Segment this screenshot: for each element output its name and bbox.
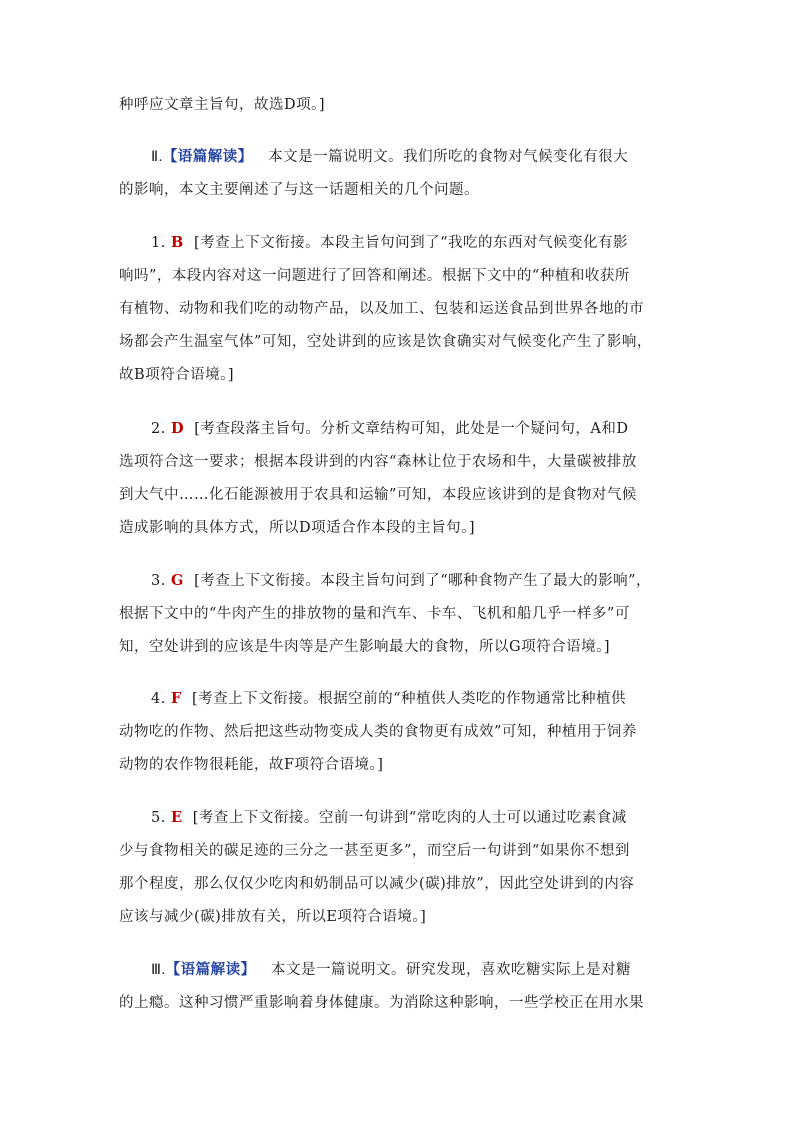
text-line: 动物吃的作物、然后把这些动物变成人类的食物更有成效”可知，种植用于饲养 bbox=[119, 724, 637, 740]
text-line: 造成影响的具体方式，所以D项适合作本段的主旨句。] bbox=[119, 520, 476, 536]
answer-letter: E bbox=[170, 809, 183, 826]
text-line: 场都会产生温室气体”可知，空处讲到的应该是饮食确实对气候变化产生了影响， bbox=[119, 334, 652, 350]
text-line: 到大气中……化石能源被用于农具和运输”可知，本段应该讲到的是食物对气候 bbox=[119, 487, 637, 503]
answer-item-1 bbox=[119, 226, 679, 392]
text-line: [考查上下文衔接。根据空前的“种植供人类吃的作物通常比种植供 bbox=[191, 691, 627, 707]
section-numeral: Ⅲ. bbox=[151, 962, 166, 978]
text-line: 故B项符合语境。] bbox=[119, 367, 235, 383]
text-line: [考查段落主旨句。分析文章结构可知，此处是一个疑问句，A和D bbox=[194, 421, 629, 437]
item-number: 2. bbox=[151, 421, 166, 437]
text-line: [考查上下文衔接。本段主旨句问到了“我吃的东西对气候变化有影 bbox=[193, 235, 629, 251]
text-line: [考查上下文衔接。空前一句讲到“常吃肉的人士可以通过吃素食减 bbox=[192, 810, 627, 826]
answer-letter: B bbox=[170, 234, 184, 251]
answer-letter: G bbox=[170, 572, 184, 589]
paragraph-continuation bbox=[119, 89, 679, 122]
text-line: 知，空处讲到的应该是牛肉等是产生影响最大的食物，所以G项符合语境。] bbox=[119, 639, 610, 655]
item-number: 5. bbox=[151, 810, 166, 826]
text-line: 的上瘾。这种习惯严重影响着身体健康。为消除这种影响，一些学校正在用水果 bbox=[119, 995, 644, 1011]
text-line: 那个程度，那么仅仅少吃肉和奶制品可以减少(碳)排放”，因此空处讲到的内容 bbox=[119, 876, 635, 892]
item-number: 3. bbox=[151, 573, 166, 589]
reading-guide-tag: 【语篇解读】 bbox=[162, 148, 253, 165]
section-2-reading-guide bbox=[119, 140, 679, 207]
answer-item-5 bbox=[119, 801, 679, 934]
text-line: 选项符合这一要求；根据本段讲到的内容“森林让位于农场和牛，大量碳被排放 bbox=[119, 454, 637, 470]
text-line: 有植物、动物和我们吃的动物产品，以及加工、包装和运送食品到世界各地的市 bbox=[119, 301, 644, 317]
text-line: 本文是一篇说明文。研究发现，喜欢吃糖实际上是对糖 bbox=[270, 962, 631, 978]
text-line: [考查上下文衔接。本段主旨句问到了“哪种食物产生了最大的影响”， bbox=[194, 573, 652, 589]
item-number: 1. bbox=[151, 235, 166, 251]
section-3-reading-guide bbox=[119, 953, 679, 1020]
text-line: 本文是一篇说明文。我们所吃的食物对气候变化有很大 bbox=[268, 149, 629, 165]
section-numeral: Ⅱ. bbox=[151, 149, 163, 165]
text-line: 动物的农作物很耗能，故F项符合语境。] bbox=[119, 757, 384, 773]
answer-item-4 bbox=[119, 682, 679, 782]
text-line: 根据下文中的“牛肉产生的排放物的量和汽车、卡车、飞机和船几乎一样多”可 bbox=[119, 606, 630, 622]
answer-item-3 bbox=[119, 564, 679, 664]
text-line: 种呼应文章主旨句，故选D项。] bbox=[119, 97, 326, 113]
text-line: 少与食物相关的碳足迹的三分之一甚至更多”，而空后一句讲到“如果你不想到 bbox=[119, 843, 630, 859]
item-number: 4. bbox=[151, 691, 166, 707]
answer-letter: F bbox=[170, 690, 182, 707]
text-line: 响吗”，本段内容对这一问题进行了回答和阐述。根据下文中的“种植和收获所 bbox=[119, 268, 630, 284]
text-line: 的影响，本文主要阐述了与这一话题相关的几个问题。 bbox=[119, 182, 479, 198]
answer-item-2 bbox=[119, 412, 679, 545]
reading-guide-tag: 【语篇解读】 bbox=[165, 961, 256, 978]
text-line: 应该与减少(碳)排放有关，所以E项符合语境。] bbox=[119, 909, 427, 925]
answer-letter: D bbox=[170, 420, 185, 437]
